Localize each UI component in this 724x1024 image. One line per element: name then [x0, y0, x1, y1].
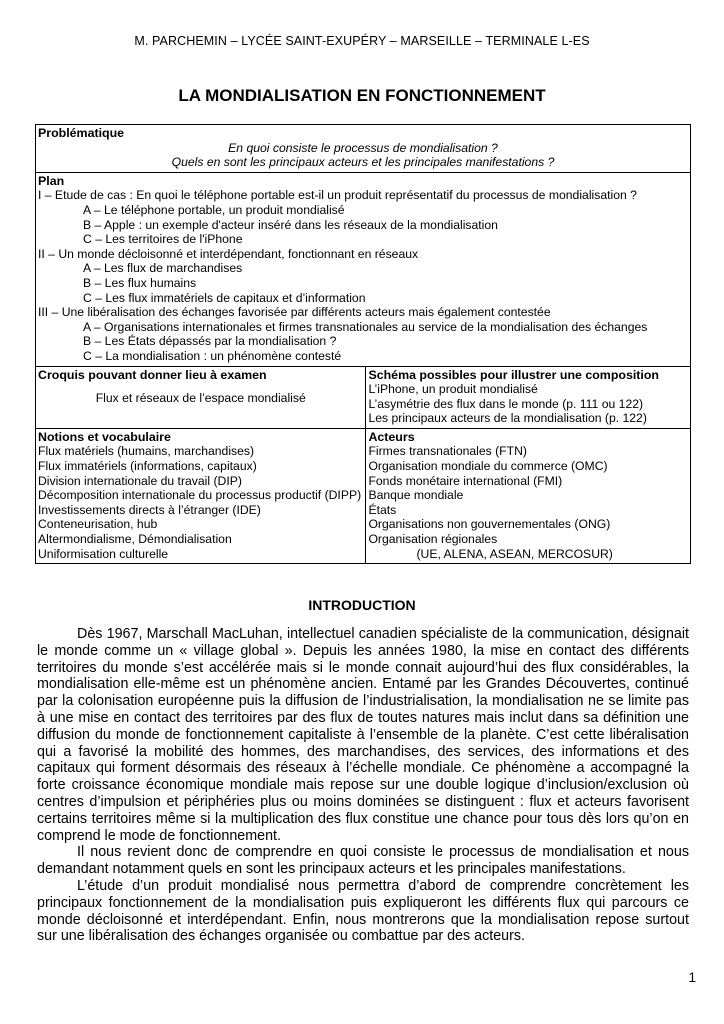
summary-table [35, 124, 691, 564]
introduction-heading: INTRODUCTION [308, 597, 416, 613]
problematique-question: En quoi consiste le processus de mondialisation ? [228, 140, 498, 155]
introduction-paragraph: Dès 1967, Marschall MacLuhan, intellectuel canadien spécialiste de la communication, désignait le monde comme un « village global ». Depuis les années 1980, la mise en contact des différents territoires du monde s’est accélérée mais si le monde connait aujourd’hui des flux considérables, la mondialisation elle-même est un phénomène ancien. Entamé par les Grandes Découvertes, continué par la colonisation européenne puis la diffusion de l’industrialisation, la mondialisation ne se limite pas à une mise en contact des territoires par des flux de toutes natures mais inclut dans sa définition une diffusion du monde de fonctionnement capitaliste à l’ensemble de la planète. C’est cette libéralisation qui a favorisé la mobilité des hommes, des marchandises, des services, des informations et des capitaux qui forment désormais des réseaux à l’échelle mondiale. Ce phénomène a accompagné la forte croissance économique mondiale mais repose sur une double logique d’inclusion/exclusion où centres d’impulsion et périphéries plus ou moins dominées se distinguent : flux et acteurs favorisent certains territoires même si la multiplication des flux constitue une chance pour tous dès lors qu’on en comprend le mode de fonctionnement. [37, 626, 689, 844]
schema-item: L’iPhone, un produit mondialisé [368, 382, 538, 397]
plan-subpart: C – Les territoires de l'iPhone [83, 232, 243, 247]
acteur-item: Organisations non gouvernementales (ONG) [368, 517, 611, 532]
problematique-heading: Problématique [38, 126, 125, 140]
notions-heading: Notions et vocabulaire [38, 429, 171, 444]
problematique-question: Quels en sont les principaux acteurs et les principales manifestations ? [171, 155, 555, 170]
schema-item: L’asymétrie des flux dans le monde (p. 111 ou 122) [368, 396, 644, 411]
acteur-item-regional-list: (UE, ALENA, ASEAN, MERCOSUR) [416, 546, 613, 561]
plan-part: I – Etude de cas : En quoi le téléphone portable est-il un produit représentatif du processus de mondialisation ? [38, 188, 637, 203]
schema-cell [366, 366, 691, 428]
notions-cell [36, 428, 366, 563]
notion-item: Flux matériels (humains, marchandises) [38, 444, 255, 459]
acteur-item: Organisation mondiale du commerce (OMC) [368, 459, 608, 474]
introduction-body [37, 626, 689, 945]
acteur-item: Banque mondiale [368, 488, 464, 503]
plan-cell [36, 172, 691, 366]
plan-subpart: C – Les flux immatériels de capitaux et d’information [83, 290, 366, 305]
notion-item: Conteneurisation, hub [38, 517, 158, 532]
notion-item: Décomposition internationale du processus productif (DIPP) [38, 488, 362, 503]
page-header: M. PARCHEMIN – LYCÉE SAINT-EXUPÉRY – MARSEILLE – TERMINALE L-ES [134, 34, 590, 48]
introduction-paragraph: Il nous revient donc de comprendre en quoi consiste le processus de mondialisation et nous demandant notamment quels en sont les principaux acteurs et les principales manifestations. [37, 844, 689, 878]
plan-subpart: B – Les flux humains [83, 275, 197, 290]
acteurs-heading: Acteurs [368, 429, 415, 444]
plan-part: II – Un monde décloisonné et interdépendant, fonctionnant en réseaux [38, 246, 419, 261]
acteur-item: Fonds monétaire international (FMI) [368, 473, 563, 488]
notion-item: Uniformisation culturelle [38, 546, 169, 561]
croquis-text: Flux et réseaux de l’espace mondialisé [95, 391, 306, 406]
notion-item: Division internationale du travail (DIP) [38, 473, 242, 488]
problematique-row [36, 125, 691, 173]
croquis-schema-row [36, 366, 691, 428]
schema-item: Les principaux acteurs de la mondialisation (p. 122) [368, 411, 647, 426]
notion-item: Investissements directs à l’étranger (IDE) [38, 502, 261, 517]
page-number: 1 [688, 970, 696, 985]
acteur-item: États [368, 502, 397, 517]
croquis-cell [36, 366, 366, 428]
plan-subpart: B – Les États dépassés par la mondialisation ? [83, 334, 337, 349]
notion-item: Flux immatériels (informations, capitaux) [38, 459, 257, 474]
plan-part: III – Une libéralisation des échanges favorisée par différents acteurs mais également contestée [38, 305, 551, 320]
acteur-item: Firmes transnationales (FTN) [368, 444, 527, 459]
plan-subpart: B – Apple : un exemple d'acteur inséré dans les réseaux de la mondialisation [83, 217, 498, 232]
notions-acteurs-row [36, 428, 691, 563]
acteurs-cell [366, 428, 691, 563]
schema-heading: Schéma possibles pour illustrer une composition [368, 367, 660, 382]
notion-item: Altermondialisme, Démondialisation [38, 532, 232, 547]
problematique-cell [36, 125, 691, 173]
plan-subpart: C – La mondialisation : un phénomène contesté [83, 348, 342, 363]
plan-subpart: A – Les flux de marchandises [83, 261, 243, 276]
plan-row [36, 172, 691, 366]
plan-subpart: A – Le téléphone portable, un produit mondialisé [83, 202, 345, 217]
plan-subpart: A – Organisations internationales et firmes transnationales au service de la mondialisation des échanges [83, 319, 648, 334]
plan-heading: Plan [38, 173, 65, 188]
acteur-item: Organisation régionales [368, 532, 498, 547]
croquis-heading: Croquis pouvant donner lieu à examen [38, 367, 267, 382]
document-title: LA MONDIALISATION EN FONCTIONNEMENT [178, 86, 546, 105]
introduction-paragraph: L’étude d’un produit mondialisé nous permettra d’abord de comprendre concrètement les principaux fonctionnement de la mondialisation puis expliqueront les différents flux qui parcours ce monde décloisonné et interdépendant. Enfin, nous montrerons que la mondialisation repose surtout sur une libéralisation des échanges organisée ou combattue par des acteurs. [37, 877, 689, 945]
